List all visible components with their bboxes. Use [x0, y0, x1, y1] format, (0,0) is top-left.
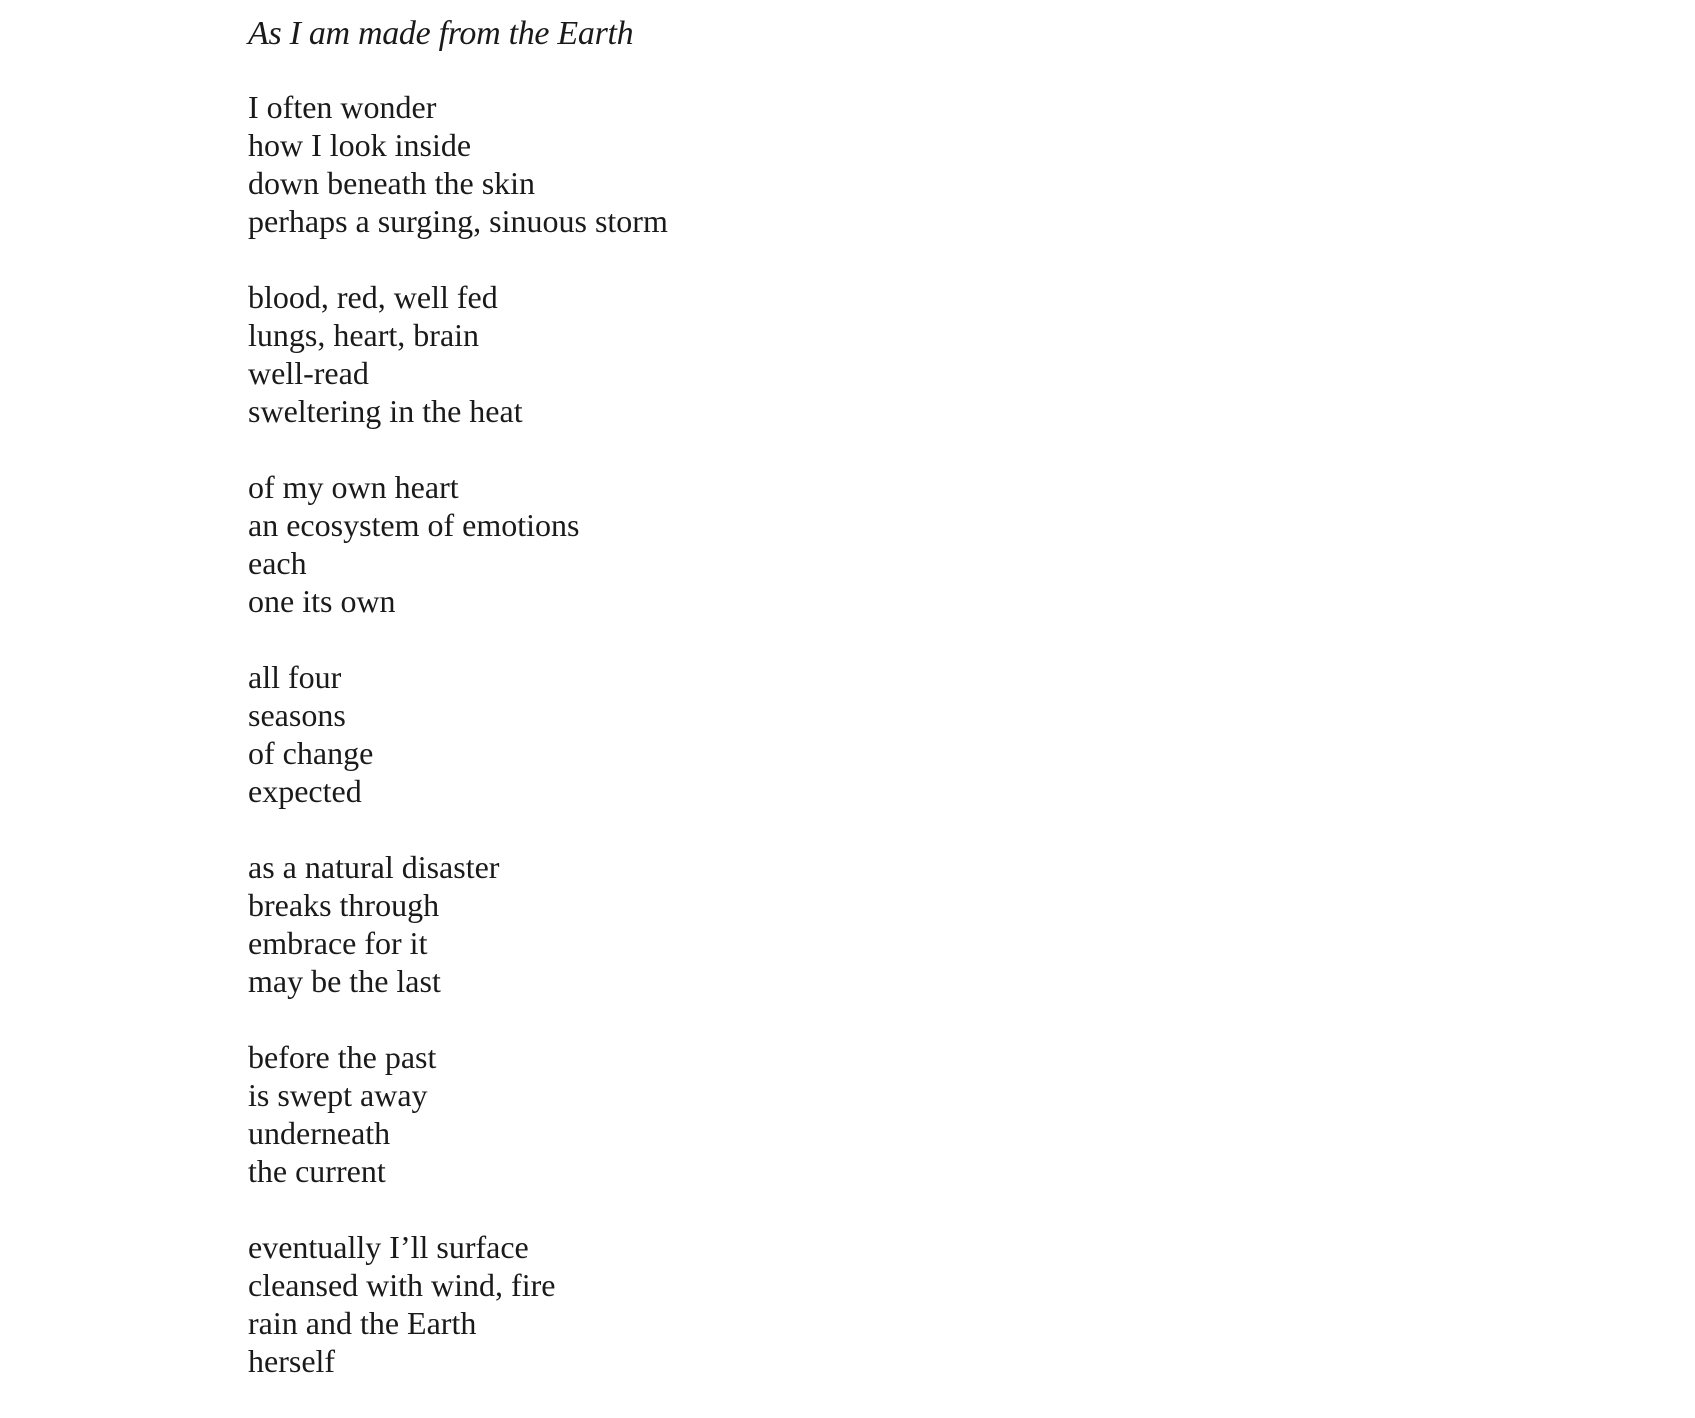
- poem-line: underneath: [248, 1115, 391, 1151]
- stanza-4: [248, 658, 1148, 810]
- poem-line: I often wonder: [248, 89, 437, 125]
- stanza-5: [248, 848, 1148, 1000]
- poem-line: eventually I’ll surface: [248, 1229, 529, 1265]
- poem-line: is swept away: [248, 1077, 428, 1113]
- poem-line: the current: [248, 1153, 386, 1189]
- stanza-7: [248, 1228, 1148, 1380]
- poem-line: each: [248, 545, 307, 581]
- poem-line: before the past: [248, 1039, 437, 1075]
- poem-line: one its own: [248, 583, 396, 619]
- poem-title: As I am made from the Earth: [248, 15, 634, 52]
- poem: [248, 12, 1148, 1418]
- poem-line: down beneath the skin: [248, 165, 536, 201]
- poem-line: how I look inside: [248, 127, 472, 163]
- poem-line: cleansed with wind, fire: [248, 1267, 556, 1303]
- poem-line: as a natural disaster: [248, 849, 500, 885]
- poem-line: perhaps a surging, sinuous storm: [248, 203, 668, 239]
- stanza-3: [248, 468, 1148, 620]
- poem-line: sweltering in the heat: [248, 393, 523, 429]
- poem-line: an ecosystem of emotions: [248, 507, 580, 543]
- poem-line: rain and the Earth: [248, 1305, 477, 1341]
- stanza-6: [248, 1038, 1148, 1190]
- poem-line: well-read: [248, 355, 369, 391]
- poem-line: embrace for it: [248, 925, 428, 961]
- poem-line: of change: [248, 735, 374, 771]
- poem-line: lungs, heart, brain: [248, 317, 480, 353]
- poem-line: blood, red, well fed: [248, 279, 498, 315]
- stanza-1: [248, 88, 1148, 240]
- poem-line: all four: [248, 659, 342, 695]
- poem-line: breaks through: [248, 887, 440, 923]
- poem-line: of my own heart: [248, 469, 459, 505]
- poem-line: may be the last: [248, 963, 441, 999]
- poem-line: seasons: [248, 697, 346, 733]
- poem-line: expected: [248, 773, 362, 809]
- stanza-2: [248, 278, 1148, 430]
- poem-line: herself: [248, 1343, 336, 1379]
